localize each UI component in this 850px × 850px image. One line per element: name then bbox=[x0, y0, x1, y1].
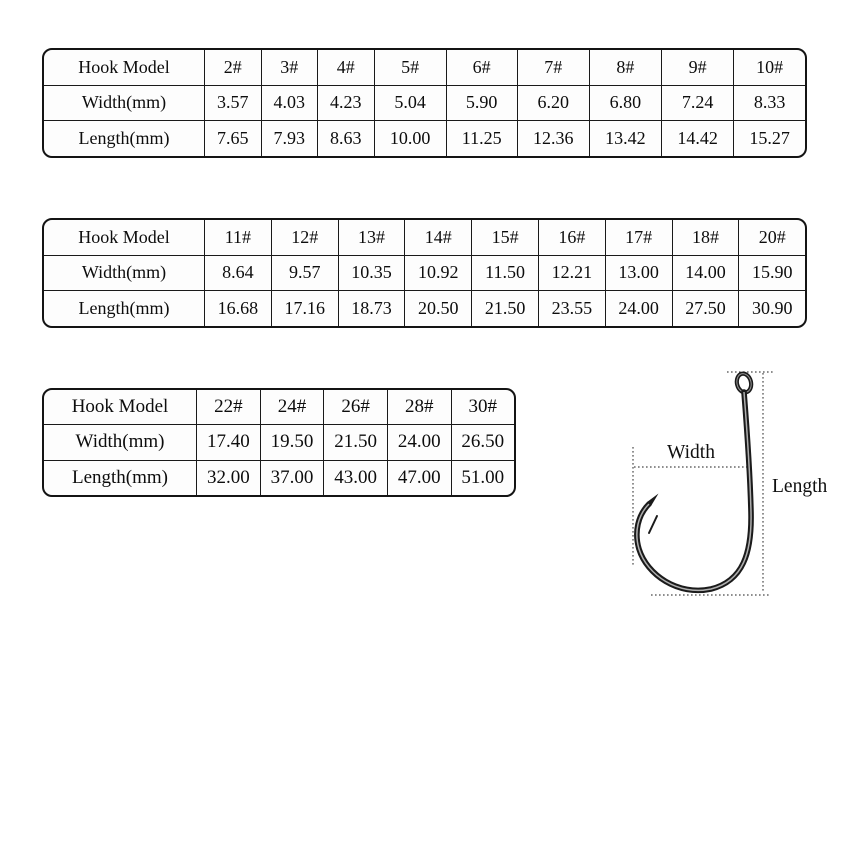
value-cell: 20# bbox=[739, 220, 805, 255]
row-header-cell: Width(mm) bbox=[44, 255, 205, 291]
value-cell: 12# bbox=[271, 220, 338, 255]
value-cell: 6# bbox=[446, 50, 517, 85]
value-cell: 15.90 bbox=[739, 255, 805, 291]
row-header-cell: Length(mm) bbox=[44, 121, 205, 156]
value-cell: 24# bbox=[260, 390, 324, 425]
fishing-hook-illustration bbox=[637, 372, 753, 590]
table-row bbox=[44, 425, 514, 461]
value-cell: 14.42 bbox=[661, 121, 733, 156]
value-cell: 13.42 bbox=[589, 121, 661, 156]
value-cell: 4.23 bbox=[318, 85, 375, 121]
value-cell: 15.27 bbox=[734, 121, 805, 156]
hook-size-table-small bbox=[42, 48, 807, 158]
value-cell: 17# bbox=[605, 220, 672, 255]
value-cell: 4# bbox=[318, 50, 375, 85]
value-cell: 15# bbox=[472, 220, 539, 255]
value-cell: 5# bbox=[374, 50, 446, 85]
value-cell: 7# bbox=[517, 50, 589, 85]
value-cell: 6.80 bbox=[589, 85, 661, 121]
row-header-cell: Length(mm) bbox=[44, 291, 205, 326]
value-cell: 47.00 bbox=[387, 460, 451, 495]
value-cell: 16# bbox=[538, 220, 605, 255]
value-cell: 12.36 bbox=[517, 121, 589, 156]
value-cell: 4.03 bbox=[261, 85, 318, 121]
hook-measurement-diagram bbox=[600, 350, 850, 620]
table-row bbox=[44, 85, 805, 121]
value-cell: 11.50 bbox=[472, 255, 539, 291]
hook-wire-highlight bbox=[637, 392, 751, 590]
row-header-cell: Hook Model bbox=[44, 220, 205, 255]
width-dimension-label: Width bbox=[667, 442, 715, 463]
value-cell: 5.04 bbox=[374, 85, 446, 121]
value-cell: 8# bbox=[589, 50, 661, 85]
row-header-cell: Width(mm) bbox=[44, 425, 197, 461]
value-cell: 20.50 bbox=[405, 291, 472, 326]
value-cell: 13# bbox=[338, 220, 405, 255]
hook-barb bbox=[649, 516, 657, 533]
value-cell: 7.24 bbox=[661, 85, 733, 121]
table-row bbox=[44, 255, 805, 291]
value-cell: 37.00 bbox=[260, 460, 324, 495]
value-cell: 17.16 bbox=[271, 291, 338, 326]
hook-size-table-small-grid bbox=[44, 50, 805, 156]
value-cell: 13.00 bbox=[605, 255, 672, 291]
value-cell: 14# bbox=[405, 220, 472, 255]
value-cell: 10# bbox=[734, 50, 805, 85]
value-cell: 7.93 bbox=[261, 121, 318, 156]
value-cell: 12.21 bbox=[538, 255, 605, 291]
length-dimension-label: Length bbox=[772, 476, 828, 497]
value-cell: 23.55 bbox=[538, 291, 605, 326]
value-cell: 3# bbox=[261, 50, 318, 85]
value-cell: 18.73 bbox=[338, 291, 405, 326]
value-cell: 43.00 bbox=[324, 460, 388, 495]
dimension-lines bbox=[633, 372, 775, 595]
value-cell: 17.40 bbox=[197, 425, 261, 461]
row-header-cell: Length(mm) bbox=[44, 460, 197, 495]
value-cell: 9# bbox=[661, 50, 733, 85]
value-cell: 9.57 bbox=[271, 255, 338, 291]
value-cell: 11.25 bbox=[446, 121, 517, 156]
value-cell: 18# bbox=[672, 220, 739, 255]
value-cell: 7.65 bbox=[205, 121, 262, 156]
value-cell: 19.50 bbox=[260, 425, 324, 461]
value-cell: 26.50 bbox=[451, 425, 514, 461]
header-row bbox=[44, 390, 514, 425]
value-cell: 16.68 bbox=[205, 291, 272, 326]
table-row bbox=[44, 291, 805, 326]
value-cell: 30.90 bbox=[739, 291, 805, 326]
value-cell: 8.64 bbox=[205, 255, 272, 291]
table-row bbox=[44, 460, 514, 495]
hook-wire bbox=[637, 392, 751, 590]
header-row bbox=[44, 220, 805, 255]
value-cell: 22# bbox=[197, 390, 261, 425]
row-header-cell: Width(mm) bbox=[44, 85, 205, 121]
value-cell: 3.57 bbox=[205, 85, 262, 121]
value-cell: 14.00 bbox=[672, 255, 739, 291]
value-cell: 11# bbox=[205, 220, 272, 255]
value-cell: 10.00 bbox=[374, 121, 446, 156]
value-cell: 21.50 bbox=[472, 291, 539, 326]
hook-size-table-medium-grid bbox=[44, 220, 805, 326]
header-row bbox=[44, 50, 805, 85]
value-cell: 24.00 bbox=[605, 291, 672, 326]
hook-size-table-large-grid bbox=[44, 390, 514, 495]
value-cell: 10.35 bbox=[338, 255, 405, 291]
value-cell: 8.33 bbox=[734, 85, 805, 121]
value-cell: 24.00 bbox=[387, 425, 451, 461]
value-cell: 26# bbox=[324, 390, 388, 425]
value-cell: 2# bbox=[205, 50, 262, 85]
value-cell: 21.50 bbox=[324, 425, 388, 461]
value-cell: 8.63 bbox=[318, 121, 375, 156]
value-cell: 32.00 bbox=[197, 460, 261, 495]
table-row bbox=[44, 121, 805, 156]
row-header-cell: Hook Model bbox=[44, 50, 205, 85]
value-cell: 10.92 bbox=[405, 255, 472, 291]
value-cell: 30# bbox=[451, 390, 514, 425]
value-cell: 27.50 bbox=[672, 291, 739, 326]
value-cell: 6.20 bbox=[517, 85, 589, 121]
value-cell: 51.00 bbox=[451, 460, 514, 495]
hook-size-table-medium bbox=[42, 218, 807, 328]
row-header-cell: Hook Model bbox=[44, 390, 197, 425]
hook-size-table-large bbox=[42, 388, 516, 497]
value-cell: 28# bbox=[387, 390, 451, 425]
value-cell: 5.90 bbox=[446, 85, 517, 121]
